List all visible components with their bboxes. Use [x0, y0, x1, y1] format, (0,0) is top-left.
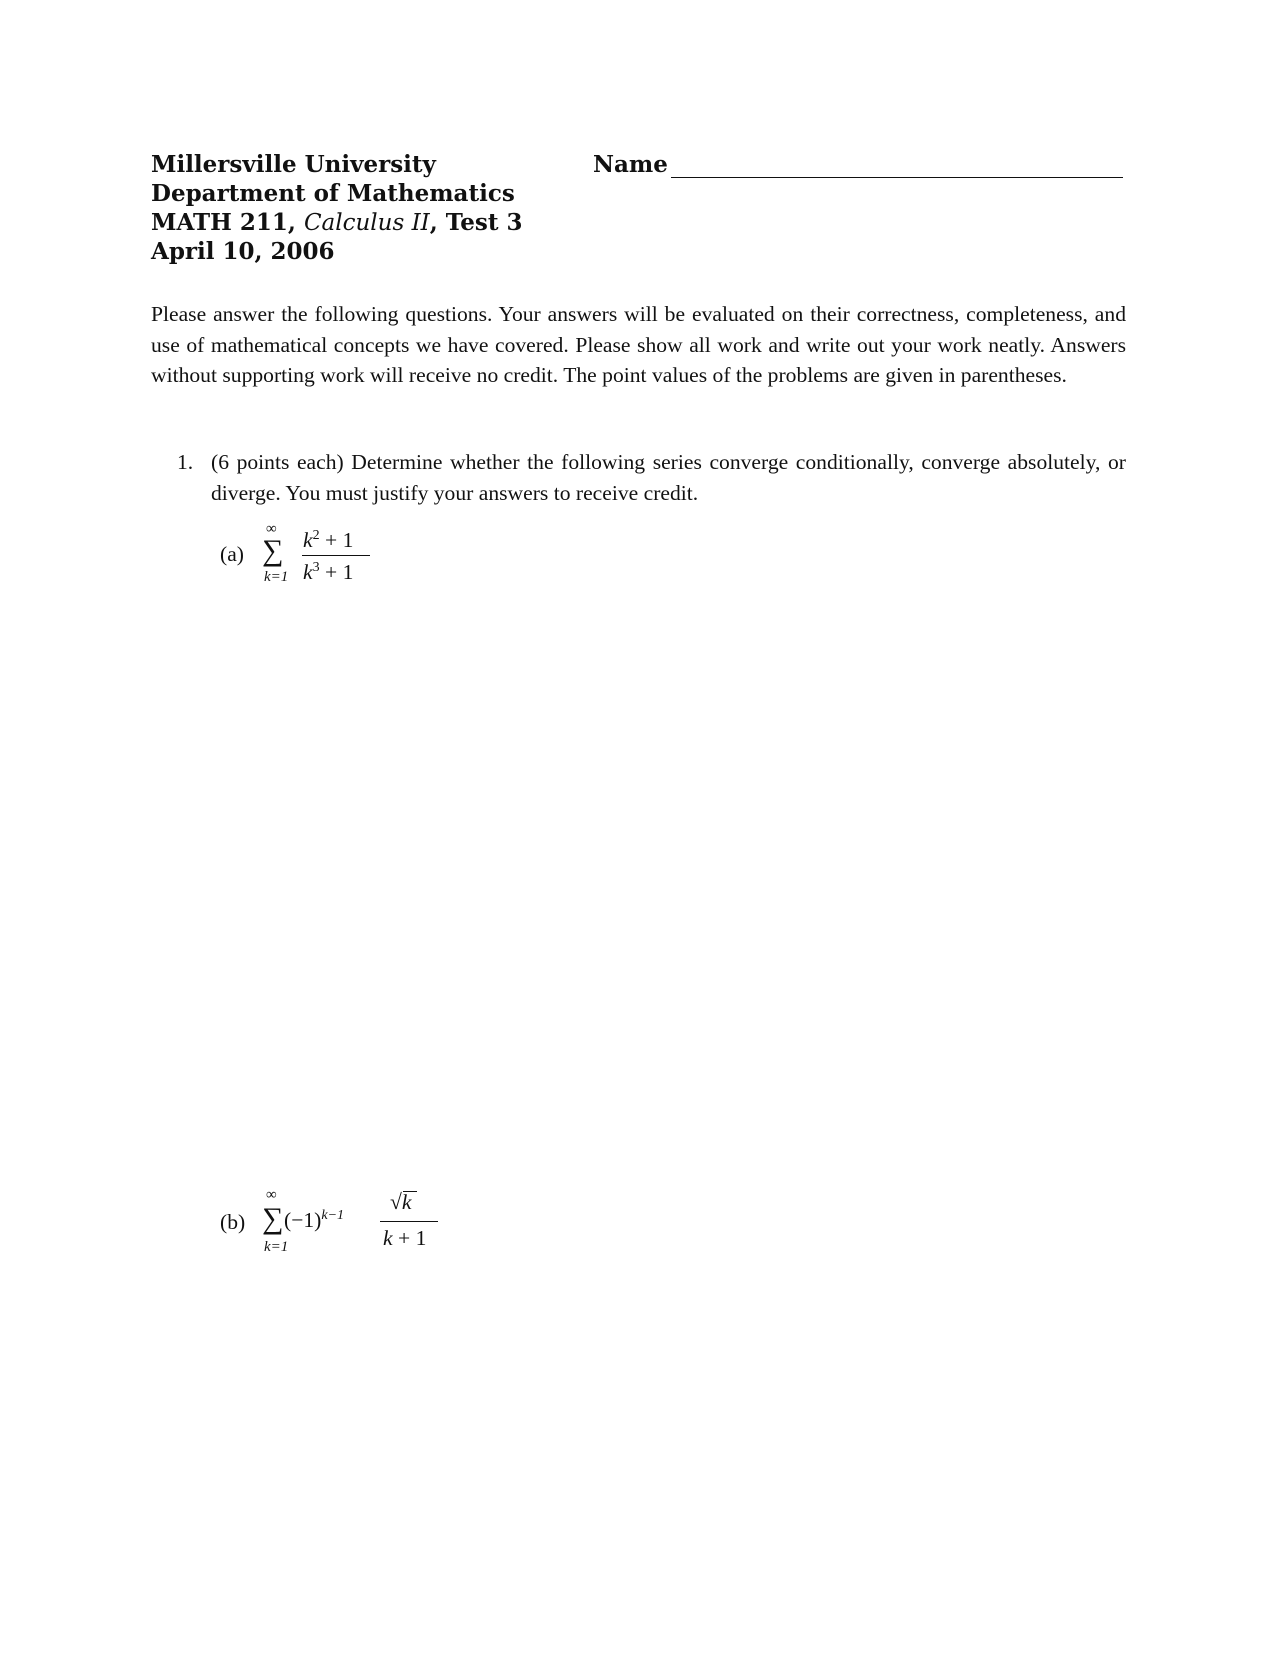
problem-number: 1. — [177, 450, 194, 474]
part-b — [220, 1188, 460, 1268]
part-a-label: (a) — [220, 542, 244, 566]
part-a — [220, 522, 420, 592]
course-title: Calculus II — [303, 210, 430, 236]
instructions-paragraph: Please answer the following questions. Your answers will be evaluated on their correctness, completeness, and use of mathematical concepts we have covered. Please show all work and write out your work neatly. Answers without supporting work will receive no credit. The point values of the problems are given in parentheses. — [151, 302, 1126, 387]
part-a-denominator: $k^3 + 1$ — [303, 559, 354, 584]
part-a-fraction-bar — [302, 555, 370, 556]
part-b-fraction-bar — [380, 1221, 438, 1222]
department-name: Department of Mathematics — [151, 180, 515, 207]
part-b-label: (b) — [220, 1210, 246, 1234]
part-b-denominator: k + 1 — [383, 1226, 427, 1250]
part-b-factor: $(-1)^{k-1}$ — [284, 1207, 345, 1232]
sqrt-symbol: √ — [390, 1190, 402, 1214]
name-field[interactable] — [593, 150, 1131, 180]
university-name: Millersville University — [151, 151, 436, 178]
part-a-lower-limit: k=1 — [264, 569, 289, 585]
course-prefix: MATH 211, — [151, 209, 296, 236]
course-suffix: , Test 3 — [429, 209, 523, 236]
part-b-upper-limit: ∞ — [266, 1187, 277, 1203]
part-a-numerator: $k^2 + 1$ — [303, 527, 354, 552]
problem-text: (6 points each) Determine whether the following series converge conditionally, converge absolutely, or diverge. You must justify your answers to receive credit. — [211, 450, 1126, 505]
exam-header — [151, 150, 1131, 280]
part-a-upper-limit: ∞ — [266, 521, 277, 537]
exam-date: April 10, 2006 — [151, 238, 335, 265]
part-b-numerator: √k — [390, 1190, 412, 1214]
sqrt-overline — [403, 1191, 417, 1192]
sigma-symbol: ∑ — [262, 534, 284, 567]
sigma-symbol: ∑ — [262, 1202, 284, 1235]
part-b-lower-limit: k=1 — [264, 1239, 289, 1255]
name-label: Name — [593, 151, 668, 178]
course-line — [151, 208, 522, 238]
name-underline[interactable] — [671, 177, 1123, 178]
